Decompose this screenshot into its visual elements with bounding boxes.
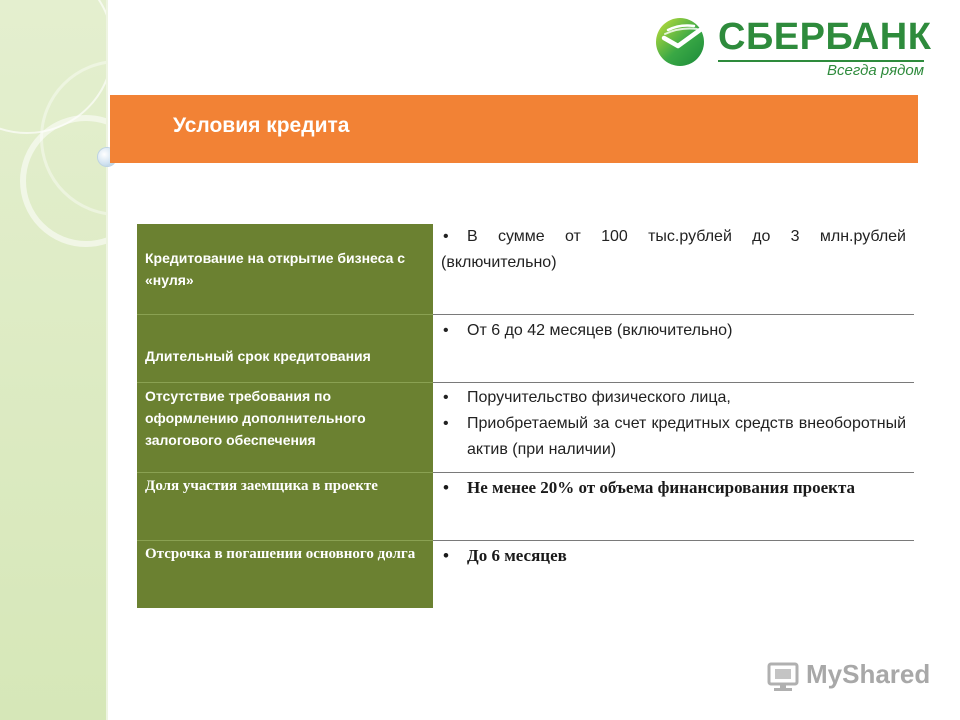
terms-row-label: Отсутствие требования по оформлению дополнительного залогового обеспечения (137, 383, 433, 473)
terms-row-value (433, 541, 914, 608)
terms-row-value (433, 383, 914, 472)
decorative-ring (20, 115, 106, 247)
bullet: • (443, 415, 449, 432)
terms-row (137, 541, 914, 608)
terms-row-value (433, 224, 914, 314)
list-item-text: От 6 до 42 месяцев (включительно) (467, 322, 733, 339)
bullet: • (443, 546, 449, 565)
bullet: • (443, 228, 449, 245)
loan-terms-table (137, 224, 914, 608)
list-item (441, 224, 906, 276)
list-item (441, 411, 906, 463)
bullet: • (443, 478, 449, 497)
brand-tagline: Всегда рядом (827, 62, 924, 79)
sberbank-logo-icon (654, 16, 706, 68)
list-item-text: Поручительство физического лица, (467, 389, 731, 406)
terms-row (137, 224, 914, 315)
terms-row (137, 473, 914, 541)
terms-row (137, 315, 914, 383)
terms-row-value (433, 315, 914, 382)
left-decorative-strip (0, 0, 106, 720)
terms-row (137, 383, 914, 473)
list-item (441, 475, 906, 501)
terms-row-label: Кредитование на открытие бизнеса с «нуля» (137, 224, 433, 315)
watermark-text: MyShared (806, 659, 931, 689)
strip-divider (106, 0, 108, 720)
bullet: • (443, 322, 449, 339)
list-item (441, 318, 906, 344)
myshared-logo-icon (766, 658, 800, 692)
sberbank-logo (652, 10, 932, 84)
terms-row-label: Длительный срок кредитования (137, 315, 433, 383)
list-item-text: До 6 месяцев (467, 546, 567, 565)
bullet: • (443, 389, 449, 406)
list-item (441, 385, 906, 411)
page-title: Условия кредита (173, 114, 350, 137)
list-item (441, 543, 906, 569)
list-item-text: В сумме от 100 тыс.рублей до 3 млн.рублей (включительно) (441, 228, 906, 271)
terms-row-label: Отсрочка в погашении основного долга (137, 541, 433, 608)
title-bar (110, 95, 918, 163)
list-item-text: Не менее 20% от объема финансирования проекта (467, 478, 856, 497)
myshared-watermark (766, 656, 936, 696)
terms-row-value (433, 473, 914, 540)
list-item-text: Приобретаемый за счет кредитных средств внеоборотный актив (при наличии) (467, 415, 906, 458)
terms-row-label: Доля участия заемщика в проекте (137, 473, 433, 541)
brand-name: СБЕРБАНК (718, 16, 932, 58)
